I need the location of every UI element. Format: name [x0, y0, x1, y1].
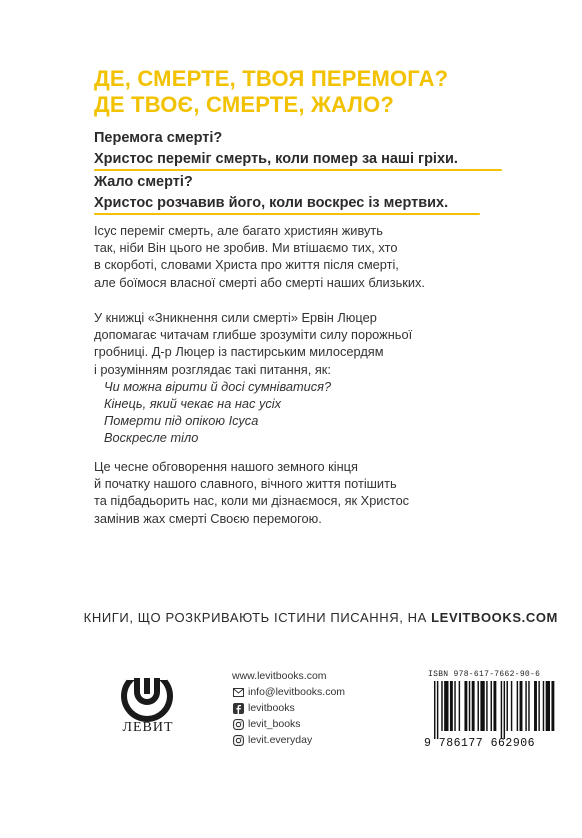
barcode-bar: [480, 681, 484, 731]
back-cover-heading: [94, 66, 534, 118]
tagline-text: КНИГИ, ЩО РОЗКРИВАЮТЬ ІСТИНИ ПИСАННЯ, НА: [83, 610, 432, 625]
instagram-link[interactable]: levit_books: [248, 718, 301, 730]
heading-line-2: ДЕ ТВОЄ, СМЕРТЕ, ЖАЛО?: [94, 92, 394, 117]
barcode-bar: [454, 681, 455, 731]
isbn-digits: 9 786177 662906: [424, 737, 536, 750]
heading-line-1: ДЕ, СМЕРТЕ, ТВОЯ ПЕРЕМОГА?: [94, 66, 449, 91]
barcode-bar: [525, 681, 526, 731]
barcode-bar: [520, 681, 523, 731]
barcode-bar: [486, 681, 487, 731]
facebook-icon: [232, 702, 244, 714]
barcode-bar: [501, 681, 502, 739]
barcode-bar: [551, 681, 554, 731]
barcode-bar: [543, 681, 544, 731]
barcode-bar: [450, 681, 453, 731]
topic-item: Померти під опікою Ісуса: [104, 413, 259, 429]
paragraph-2-line: і розумінням розглядає такі питання, як:: [94, 361, 331, 377]
paragraph-2-line: допомагає читачам глибше зрозуміти силу порожньої: [94, 327, 413, 343]
publisher-tagline: [0, 610, 582, 625]
contact-email[interactable]: [232, 684, 345, 700]
barcode-bar: [528, 681, 529, 731]
barcode-bar: [507, 681, 508, 731]
paragraph-2-line: гробниці. Д-р Люцер із пастирським милосердям: [94, 344, 384, 360]
contact-website[interactable]: [232, 668, 345, 684]
instagram-icon: [232, 718, 244, 730]
tagline-brand: LEVITBOOKS.COM: [431, 610, 558, 625]
barcode-bar: [434, 681, 435, 739]
barcode-bar: [437, 681, 438, 739]
paragraph-2-line: У книжці «Зникнення сили смерті» Ервін Люцер: [94, 310, 377, 325]
envelope-icon: [232, 686, 244, 698]
barcode-bar: [444, 681, 448, 731]
instagram-icon: [232, 734, 244, 746]
isbn-label: ISBN 978-617-7662-90-6: [428, 670, 541, 679]
answer-1-underline: [94, 169, 502, 171]
contact-list: [232, 668, 345, 748]
paragraph-2: [94, 309, 494, 447]
barcode-bar: [469, 681, 470, 731]
instagram-link[interactable]: levit.everyday: [248, 734, 313, 746]
answer-2: Христос розчавив його, коли воскрес із мертвих.: [94, 195, 449, 211]
paragraph-3-line: та підбадьорить нас, коли ми дізнаємося, як Христос: [94, 493, 410, 509]
topic-item: Воскресле тіло: [104, 430, 199, 446]
paragraph-1-line: але боїмося власної смерті або смерті наших близьких.: [94, 274, 425, 290]
barcode-bar: [478, 681, 479, 731]
facebook-link[interactable]: levitbooks: [248, 702, 295, 714]
barcode-icon: [424, 681, 558, 739]
question-2: Жало смерті?: [94, 174, 193, 190]
contact-instagram-2[interactable]: [232, 732, 345, 748]
barcode-bar: [493, 681, 496, 731]
barcode-bar: [464, 681, 467, 731]
website-link[interactable]: www.levitbooks.com: [232, 670, 327, 682]
paragraph-1: [94, 222, 494, 291]
barcode-bar: [517, 681, 518, 731]
isbn-barcode-block: [424, 670, 558, 750]
paragraph-3-line: й початку нашого славного, вічного життя потішить: [94, 476, 397, 492]
paragraph-1-line: в скорботі, словами Христа про життя після смерті,: [94, 257, 399, 273]
contact-instagram-1[interactable]: [232, 716, 345, 732]
paragraph-1-line: так, ніби Він цього не зробив. Ми втішаємо тих, хто: [94, 240, 398, 256]
barcode-bar: [459, 681, 460, 731]
barcode-bar: [538, 681, 539, 731]
answer-1-wrap: [94, 149, 514, 172]
answer-2-underline: [94, 213, 480, 215]
topic-item: Чи можна вірити й досі сумніватися?: [104, 378, 332, 394]
barcode-bar: [511, 681, 512, 731]
question-1: Перемога смерті?: [94, 130, 223, 146]
barcode-bar: [441, 681, 442, 731]
barcode-bar: [504, 681, 505, 739]
topic-item: Кінець, який чекає на нас усіх: [104, 396, 282, 412]
paragraph-3: [94, 458, 494, 527]
answer-2-wrap: [94, 193, 514, 216]
barcode-bar: [534, 681, 537, 731]
barcode-bar: [472, 681, 475, 731]
publisher-logo-text: ЛЕВИТ: [122, 720, 174, 735]
contact-facebook[interactable]: [232, 700, 345, 716]
question-answer-block: [94, 128, 514, 216]
paragraph-3-line: Це чесне обговорення нашого земного кінця: [94, 459, 358, 474]
answer-1: Христос переміг смерть, коли помер за наші гріхи.: [94, 151, 458, 167]
paragraph-1-line: Ісус переміг смерть, але багато християн живуть: [94, 223, 383, 238]
email-link[interactable]: info@levitbooks.com: [248, 686, 346, 698]
barcode-bar: [546, 681, 550, 731]
paragraph-3-line: замінив жах смерті Своєю перемогою.: [94, 510, 322, 526]
barcode-bar: [491, 681, 492, 731]
